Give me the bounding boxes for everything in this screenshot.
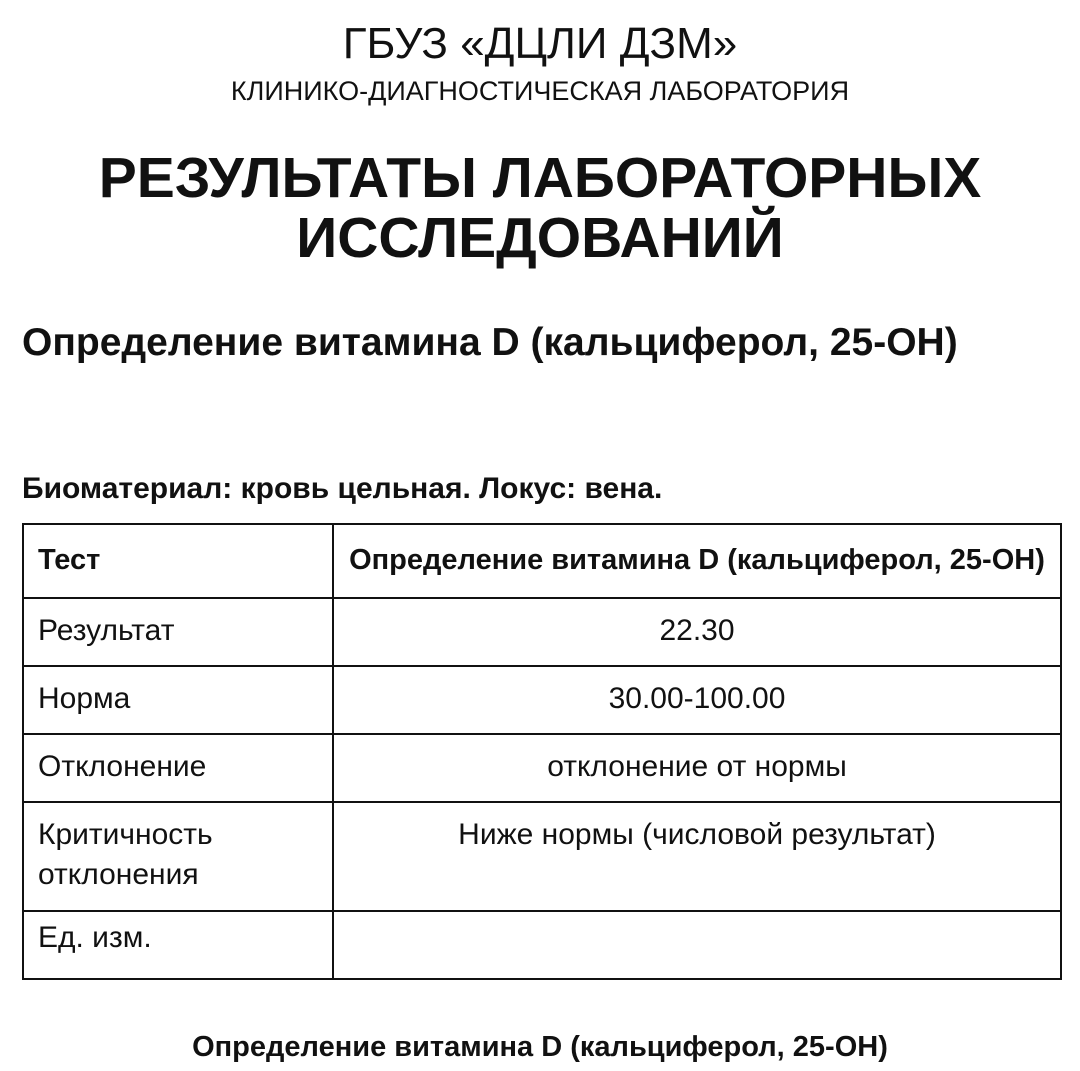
row-label: Ед. изм. [23,911,333,979]
table-row-result [23,598,1061,666]
document-title: РЕЗУЛЬТАТЫ ЛАБОРАТОРНЫХ ИССЛЕДОВАНИЙ [98,146,982,270]
table-header-value: Определение витамина D (кальциферол, 25-OH) [333,524,1061,598]
table-row-norm [23,666,1061,734]
department-name: КЛИНИКО-ДИАГНОСТИЧЕСКАЯ ЛАБОРАТОРИЯ [230,76,850,106]
results-table [22,523,1062,980]
table-header-label: Тест [23,524,333,598]
table-row-criticality [23,802,1061,911]
row-value: 22.30 [333,598,1061,666]
table-row-deviation [23,734,1061,802]
row-label: Норма [23,666,333,734]
organization-name: ГБУЗ «ДЦЛИ ДЗМ» [342,19,738,68]
row-label: Результат [23,598,333,666]
table-row-units [23,911,1061,979]
row-value [333,911,1061,979]
biomaterial-info: Биоматериал: кровь цельная. Локус: вена. [22,472,663,505]
table-header-row [23,524,1061,598]
row-value: отклонение от нормы [333,734,1061,802]
row-value: Ниже нормы (числовой результат) [333,802,1061,911]
row-value: 30.00-100.00 [333,666,1061,734]
test-heading: Определение витамина D (кальциферол, 25-OH) [22,321,958,364]
row-label: Отклонение [23,734,333,802]
row-label: Критичность отклонения [23,802,333,911]
footer-caption: Определение витамина D (кальциферол, 25-OH) [192,1031,888,1063]
